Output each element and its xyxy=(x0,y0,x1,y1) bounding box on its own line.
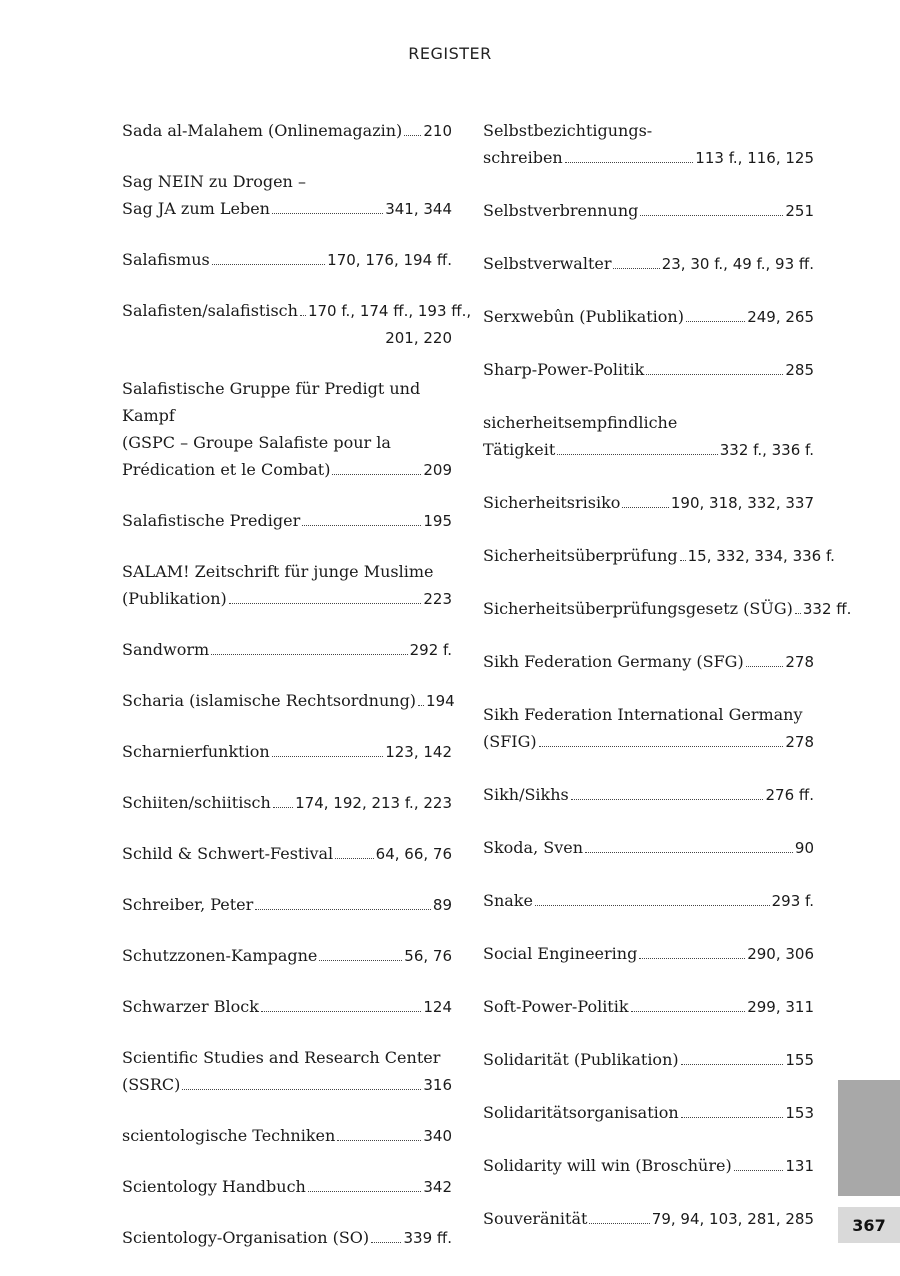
dot-leader xyxy=(211,654,407,655)
entry-main-line xyxy=(122,636,452,664)
entry-pages: 276 ff. xyxy=(765,786,814,804)
entry-term: Snake xyxy=(483,891,533,910)
entry-main-line xyxy=(122,993,452,1021)
entry-term: Solidaritätsorganisation xyxy=(483,1103,679,1122)
index-entry xyxy=(483,1099,814,1127)
entry-pages: 89 xyxy=(432,896,452,914)
entry-pages: 170 f., 174 ff., 193 ff., xyxy=(307,302,472,320)
entry-term-line: Scientific Studies and Research Center xyxy=(122,1048,441,1067)
entry-term-line: SALAM! Zeitschrift für junge Muslime xyxy=(122,562,434,581)
index-entry xyxy=(483,1205,814,1233)
index-entry xyxy=(483,940,814,968)
running-header: REGISTER xyxy=(408,44,492,63)
entry-term: Sandworm xyxy=(122,640,210,659)
dot-leader xyxy=(308,1191,422,1192)
entry-pages: 290, 306 xyxy=(747,945,814,963)
dot-leader xyxy=(261,1011,421,1012)
entry-term: Scharia (islamische Rechtsordnung) xyxy=(122,691,417,710)
entry-main-line xyxy=(122,195,452,223)
entry-main-line xyxy=(483,993,814,1021)
entry-term: Skoda, Sven xyxy=(483,838,584,857)
entry-main-line xyxy=(483,1205,814,1233)
entry-term: schreiben xyxy=(483,148,563,167)
entry-main-line xyxy=(483,781,814,809)
index-entry xyxy=(122,1122,452,1150)
entry-term: Sicherheitsrisiko xyxy=(483,493,621,512)
dot-leader xyxy=(640,215,783,216)
entry-pages: 79, 94, 103, 281, 285 xyxy=(651,1210,814,1228)
index-entry xyxy=(122,1044,452,1099)
entry-term-line: Selbstbezichtigungs- xyxy=(483,121,653,140)
entry-pages: 249, 265 xyxy=(747,308,814,326)
index-entry xyxy=(122,375,452,484)
index-entry xyxy=(483,250,814,278)
dot-leader xyxy=(571,799,764,800)
entry-pages: 190, 318, 332, 337 xyxy=(670,494,814,512)
entry-pages: 131 xyxy=(785,1157,814,1175)
index-entry xyxy=(483,595,852,623)
entry-term: Schiiten/schiitisch xyxy=(122,793,271,812)
entry-pages: 292 f. xyxy=(409,641,452,659)
entry-term: Salafisten/salafistisch xyxy=(122,301,298,320)
entry-term-line: Sikh Federation International Germany xyxy=(483,705,803,724)
entry-main-line xyxy=(483,436,814,464)
section-thumb-tab xyxy=(838,1080,900,1196)
entry-term: Sag JA zum Leben xyxy=(122,199,270,218)
entry-main-line xyxy=(122,942,452,970)
entry-main-line xyxy=(122,297,472,325)
entry-term: Selbstverbrennung xyxy=(483,201,639,220)
entry-main-line xyxy=(483,648,814,676)
entry-term: Schreiber, Peter xyxy=(122,895,254,914)
dot-leader xyxy=(734,1170,784,1171)
entry-term: Sada al-Malahem (Onlinemagazin) xyxy=(122,121,403,140)
entry-term: Schutzzonen-Kampagne xyxy=(122,946,318,965)
entry-pages: 299, 311 xyxy=(747,998,814,1016)
dot-leader xyxy=(565,162,694,163)
dot-leader xyxy=(680,560,686,561)
entry-main-line xyxy=(483,834,814,862)
entry-pages: 316 xyxy=(423,1076,452,1094)
entry-main-line xyxy=(122,585,452,613)
dot-leader xyxy=(335,858,374,859)
index-entry xyxy=(122,738,452,766)
dot-leader xyxy=(557,454,718,455)
index-entry xyxy=(122,297,472,352)
entry-term: Selbstverwalter xyxy=(483,254,612,273)
index-entry xyxy=(122,789,452,817)
entry-term: (SFIG) xyxy=(483,732,537,751)
entry-main-line xyxy=(483,356,814,384)
entry-term: Scientology-Organisation (SO) xyxy=(122,1228,370,1247)
dot-leader xyxy=(589,1223,649,1224)
index-entry xyxy=(483,887,814,915)
dot-leader xyxy=(371,1242,401,1243)
entry-pages: 342 xyxy=(423,1178,452,1196)
dot-leader xyxy=(229,603,422,604)
entry-main-line xyxy=(483,887,814,915)
entry-main-line xyxy=(122,1224,452,1252)
entry-main-line xyxy=(483,1046,814,1074)
entry-pages: 124 xyxy=(423,998,452,1016)
entry-main-line xyxy=(483,1099,814,1127)
index-entry xyxy=(483,356,814,384)
index-entry xyxy=(122,117,452,145)
index-entry xyxy=(122,942,452,970)
entry-term: Serxwebûn (Publikation) xyxy=(483,307,684,326)
entry-term: (SSRC) xyxy=(122,1075,181,1094)
dot-leader xyxy=(686,321,745,322)
index-entry xyxy=(483,1152,814,1180)
entry-term: Sicherheitsüberprüfung xyxy=(483,546,678,565)
entry-pages: 340 xyxy=(423,1127,452,1145)
index-entry xyxy=(483,1046,814,1074)
entry-term: Sharp-Power-Politik xyxy=(483,360,645,379)
page-number: 367 xyxy=(838,1207,900,1243)
entry-main-line xyxy=(122,1173,452,1201)
entry-pages: 155 xyxy=(785,1051,814,1069)
entry-term: Sikh/Sikhs xyxy=(483,785,569,804)
index-entry xyxy=(122,840,452,868)
dot-leader xyxy=(746,666,784,667)
index-column-left xyxy=(122,117,472,1275)
entry-main-line xyxy=(122,891,452,919)
index-entry xyxy=(122,687,455,715)
entry-main-line xyxy=(483,940,814,968)
entry-term: Soft-Power-Politik xyxy=(483,997,629,1016)
entry-term: Salafismus xyxy=(122,250,210,269)
entry-main-line xyxy=(483,144,814,172)
index-entry xyxy=(483,489,814,517)
entry-pages: 15, 332, 334, 336 f. xyxy=(687,547,835,565)
entry-pages: 209 xyxy=(423,461,452,479)
dot-leader xyxy=(613,268,659,269)
entry-pages-continued: 201, 220 xyxy=(385,329,452,347)
entry-main-line xyxy=(122,246,452,274)
entry-term: Scientology Handbuch xyxy=(122,1177,306,1196)
index-entry xyxy=(483,542,835,570)
entry-term: Social Engineering xyxy=(483,944,638,963)
dot-leader xyxy=(212,264,325,265)
entry-pages: 194 xyxy=(426,692,455,710)
dot-leader xyxy=(418,705,424,706)
index-entry xyxy=(122,507,452,535)
entry-term: Schwarzer Block xyxy=(122,997,259,1016)
entry-term: (Publikation) xyxy=(122,589,227,608)
entry-main-line xyxy=(483,489,814,517)
entry-pages: 195 xyxy=(423,512,452,530)
index-entry xyxy=(122,993,452,1021)
index-entry xyxy=(122,1224,452,1252)
entry-pages: 285 xyxy=(785,361,814,379)
entry-pages: 113 f., 116, 125 xyxy=(695,149,814,167)
entry-pages: 278 xyxy=(785,653,814,671)
entry-term-line: Sag NEIN zu Drogen – xyxy=(122,172,306,191)
entry-pages: 341, 344 xyxy=(385,200,452,218)
dot-leader xyxy=(539,746,784,747)
dot-leader xyxy=(404,135,421,136)
entry-main-line xyxy=(483,250,814,278)
dot-leader xyxy=(646,374,783,375)
entry-term: scientologische Techniken xyxy=(122,1126,336,1145)
index-entry xyxy=(483,117,814,172)
index-entry xyxy=(483,993,814,1021)
index-entry xyxy=(483,197,814,225)
index-entry xyxy=(122,246,452,274)
entry-pages: 251 xyxy=(785,202,814,220)
index-column-right xyxy=(483,117,852,1258)
entry-main-line xyxy=(483,1152,814,1180)
entry-main-line xyxy=(483,728,814,756)
entry-main-line xyxy=(483,542,835,570)
index-entry xyxy=(483,303,814,331)
dot-leader xyxy=(272,213,383,214)
entry-term: Sicherheitsüberprüfungsgesetz (SÜG) xyxy=(483,599,793,618)
index-entry xyxy=(483,781,814,809)
dot-leader xyxy=(639,958,745,959)
index-entry xyxy=(483,648,814,676)
entry-pages: 332 f., 336 f. xyxy=(719,441,814,459)
entry-main-line xyxy=(122,1122,452,1150)
index-entry xyxy=(483,409,814,464)
entry-pages: 293 f. xyxy=(771,892,814,910)
entry-term: Salafistische Prediger xyxy=(122,511,301,530)
entry-main-line xyxy=(122,507,452,535)
entry-pages: 170, 176, 194 ff. xyxy=(327,251,452,269)
entry-term: Sikh Federation Germany (SFG) xyxy=(483,652,744,671)
entry-pages: 90 xyxy=(794,839,814,857)
index-entry xyxy=(122,558,452,613)
entry-main-line xyxy=(122,117,452,145)
dot-leader xyxy=(302,525,421,526)
index-entry xyxy=(122,168,452,223)
index-entry xyxy=(122,636,452,664)
entry-pages: 278 xyxy=(785,733,814,751)
entry-main-line xyxy=(122,738,452,766)
entry-pages: 174, 192, 213 f., 223 xyxy=(295,794,452,812)
entry-term: Solidarity will win (Broschüre) xyxy=(483,1156,732,1175)
dot-leader xyxy=(272,756,384,757)
dot-leader xyxy=(319,960,402,961)
entry-main-line xyxy=(122,456,452,484)
dot-leader xyxy=(622,507,668,508)
entry-pages: 23, 30 f., 49 f., 93 ff. xyxy=(661,255,814,273)
entry-term: Prédication et le Combat) xyxy=(122,460,331,479)
entry-pages: 223 xyxy=(423,590,452,608)
entry-pages: 210 xyxy=(423,122,452,140)
dot-leader xyxy=(332,474,421,475)
entry-term-line: (GSPC – Groupe Salafiste pour la xyxy=(122,433,391,452)
dot-leader xyxy=(681,1064,784,1065)
dot-leader xyxy=(795,613,801,614)
dot-leader xyxy=(681,1117,784,1118)
entry-pages: 339 ff. xyxy=(403,1229,452,1247)
dot-leader xyxy=(300,315,306,316)
entry-main-line xyxy=(483,303,814,331)
dot-leader xyxy=(631,1011,746,1012)
entry-pages: 123, 142 xyxy=(385,743,452,761)
entry-term: Souveränität xyxy=(483,1209,588,1228)
entry-term: Tätigkeit xyxy=(483,440,556,459)
entry-term: Solidarität (Publikation) xyxy=(483,1050,679,1069)
index-entry xyxy=(122,891,452,919)
entry-main-line xyxy=(122,840,452,868)
entry-term-line: sicherheitsempfindliche xyxy=(483,413,678,432)
entry-pages: 64, 66, 76 xyxy=(375,845,452,863)
entry-term-line: Salafistische Gruppe für Predigt und Kampf xyxy=(122,379,421,425)
index-entry xyxy=(483,834,814,862)
dot-leader xyxy=(585,852,793,853)
entry-pages: 153 xyxy=(785,1104,814,1122)
entry-pages: 56, 76 xyxy=(404,947,452,965)
entry-main-line xyxy=(122,687,455,715)
dot-leader xyxy=(182,1089,421,1090)
dot-leader xyxy=(535,905,770,906)
dot-leader xyxy=(255,909,431,910)
entry-term: Schild & Schwert-Festival xyxy=(122,844,334,863)
entry-term: Scharnierfunktion xyxy=(122,742,270,761)
index-entry xyxy=(122,1173,452,1201)
index-entry xyxy=(483,701,814,756)
dot-leader xyxy=(337,1140,421,1141)
entry-main-line xyxy=(122,789,452,817)
entry-main-line xyxy=(122,1071,452,1099)
dot-leader xyxy=(273,807,293,808)
entry-main-line xyxy=(483,595,852,623)
entry-pages: 332 ff. xyxy=(802,600,852,618)
entry-main-line xyxy=(483,197,814,225)
